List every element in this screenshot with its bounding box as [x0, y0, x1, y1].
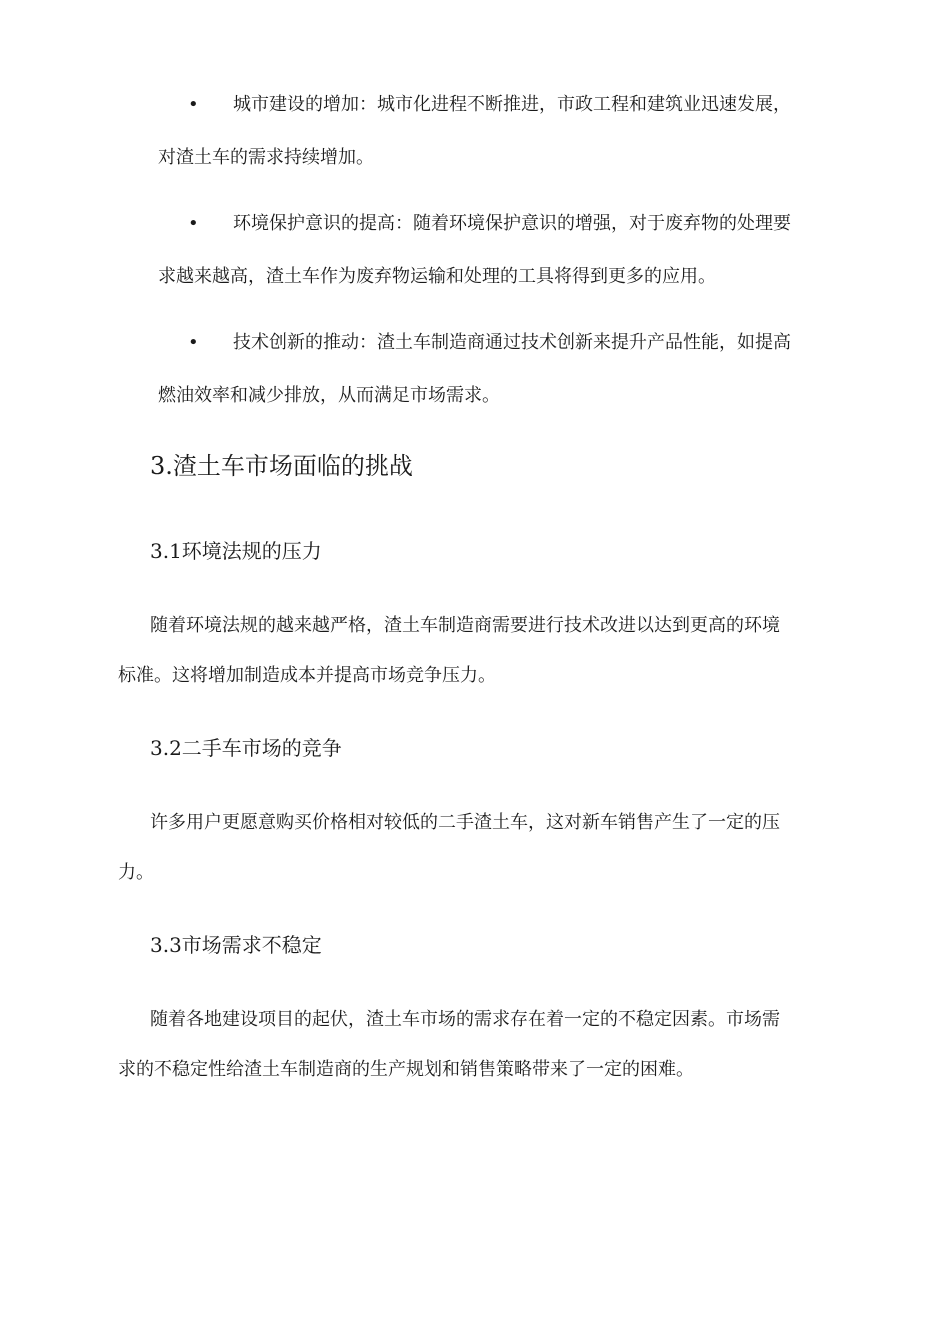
bullet-item-urban-construction [118, 78, 830, 184]
subsection-heading-3-1: 3.1环境法规的压力 [150, 539, 322, 563]
bullet-dot: • [188, 213, 199, 234]
subsection-heading-3-3: 3.3市场需求不稳定 [150, 933, 322, 957]
paragraph-3-3 [118, 995, 830, 1095]
bullet-text-line1: 技术创新的推动：渣土车制造商通过技术创新来提升产品性能，如提高 [233, 332, 791, 353]
paragraph-3-2 [118, 798, 830, 898]
bullet-text-line2: 求越来越高，渣土车作为废弃物运输和处理的工具将得到更多的应用。 [158, 266, 716, 287]
bullet-dot: • [188, 332, 199, 353]
paragraph-3-1 [118, 601, 830, 701]
bullet-text-line2: 燃油效率和减少排放，从而满足市场需求。 [158, 385, 500, 406]
bullet-item-tech-innovation [118, 316, 830, 422]
section-heading: 3.渣土车市场面临的挑战 [150, 452, 413, 480]
paragraph-line2: 力。 [118, 862, 154, 883]
paragraph-line1: 许多用户更愿意购买价格相对较低的二手渣土车，这对新车销售产生了一定的压 [150, 812, 780, 833]
paragraph-line1: 随着各地建设项目的起伏，渣土车市场的需求存在着一定的不稳定因素。市场需 [150, 1009, 780, 1030]
bullet-dot: • [188, 94, 199, 115]
paragraph-line2: 标准。这将增加制造成本并提高市场竞争压力。 [118, 665, 496, 686]
bullet-text-line2: 对渣土车的需求持续增加。 [158, 147, 374, 168]
paragraph-line1: 随着环境法规的越来越严格，渣土车制造商需要进行技术改进以达到更高的环境 [150, 615, 780, 636]
bullet-text-line1: 城市建设的增加：城市化进程不断推进，市政工程和建筑业迅速发展， [233, 94, 791, 115]
bullet-text-line1: 环境保护意识的提高：随着环境保护意识的增强，对于废弃物的处理要 [233, 213, 791, 234]
subsection-heading-3-2: 3.2二手车市场的竞争 [150, 736, 342, 760]
paragraph-line2: 求的不稳定性给渣土车制造商的生产规划和销售策略带来了一定的困难。 [118, 1059, 694, 1080]
bullet-item-environmental-awareness [118, 197, 830, 303]
